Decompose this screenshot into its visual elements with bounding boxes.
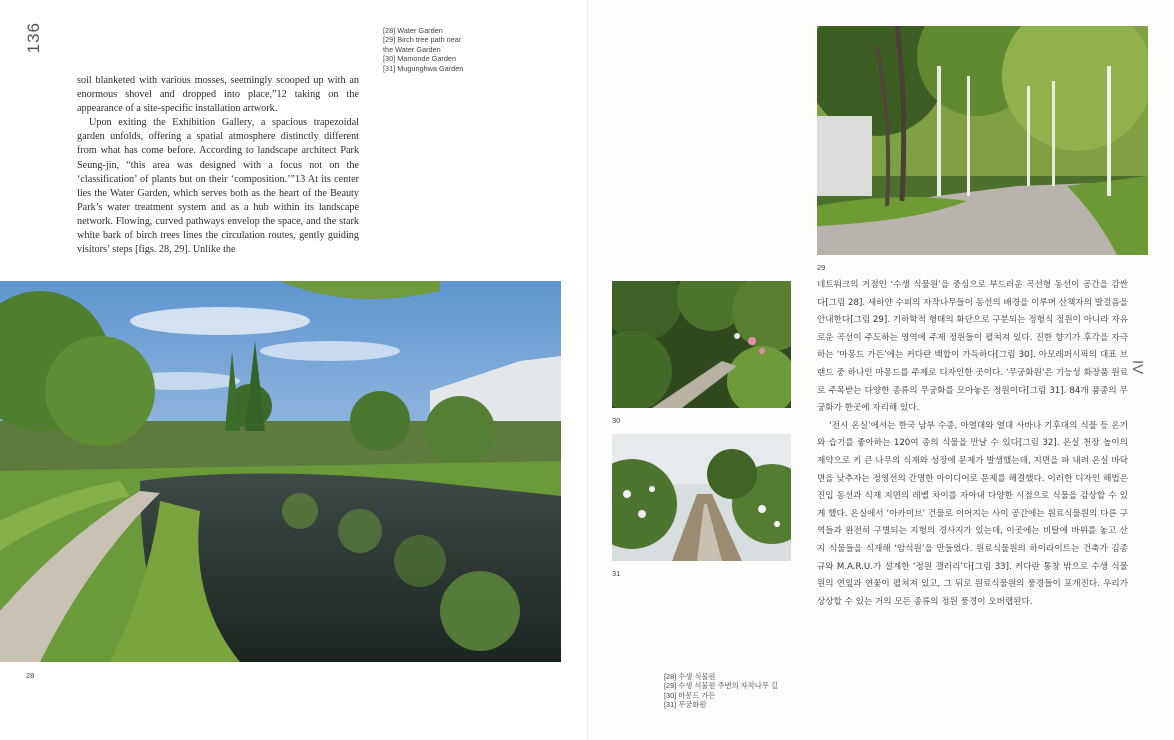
figure-label: 30 xyxy=(612,416,621,425)
caption-item: [28] Water Garden xyxy=(383,26,443,35)
section-mark: IV xyxy=(1129,360,1146,375)
caption-item: [31] Mugunghwa Garden xyxy=(383,63,464,73)
caption-item: [29] Birch tree path near xyxy=(383,35,462,45)
water-garden-photo xyxy=(0,281,561,662)
paragraph: ‘전시 온실’에서는 한국 남부 수종, 아열대와 열대 사바나 기후대의 식물 등 온기와 습기를 좋아하는 120여 종의 식물을 만날 수 있다[그림 32]. 온실 천장 높이의 제약으로 키 큰 나무의 식재와 성장에 문제가 발생했는데, 지면을 파 내려 온실 바닥 면을 낮추자는 정영선의 간명한 아이디어로 문제를 해결했다. 이러한 디자인 해법은 진입 동선과 식재 지면의 레벨 차이를 자아내 다양한 시점으로 식물을 감상할 수 있게 했다. 온실에서 ‘아카이브’ 건물로 이어지는 사이 공간에는 원료식물원의 다른 구역들과 완전히 구별되는 지형의 경사지가 있는데, 이곳에는 비탈에 바위를 놓고 산지 식물들을 식재해 ‘암석원’을 만들었다. 원료식물원의 하이라이트는 건축가 김종규와 M.A.R.U.가 설계한 ‘정원 갤러리’다[그림 33]. 커다란 통창 밖으로 수생 식물원의 연잎과 연꽃이 펼쳐져 있고, 그 뒤로 원료식물원의 풍경들이 포개진다. 우리가 상상할 수 있는 거의 모든 종류의 정원 풍경이 오버랩된다. xyxy=(817,420,1128,607)
caption-item: [29] 수생 식물원 주변의 자작나무 길 xyxy=(664,681,778,691)
figure-label: 31 xyxy=(612,569,621,578)
caption-item: the Water Garden xyxy=(383,44,441,54)
caption-item: [28] 수생 식물원 xyxy=(664,672,716,681)
figure-label: 28 xyxy=(26,671,35,680)
caption-item: [30] Mamonde Garden xyxy=(383,54,457,64)
caption-list-en xyxy=(383,26,463,73)
caption-item: [30] 마몽드 가든 xyxy=(664,690,716,700)
paragraph: Upon exiting the Exhibition Gallery, a spacious trapezoidal garden unfolds, offering a spatial atmosphere distinctly different from what has come before. According to landscape architect Park Seung-jin, “this area was designed with a focus not on the ‘classification’ of plants but on their ‘composition.’”13 At its center lies the Water Garden, which serves both as the heart of the Beauty Park’s water treatment system and as a hub within its landscape network. Flowing, curved pathways envelop the space, and the stark white bark of birch trees lines the circulation routes, gently guiding visitors’ steps [figs. 28, 29]. Unlike the xyxy=(77,117,359,256)
page-number: 136 xyxy=(24,22,43,54)
mugunghwa-garden-photo xyxy=(612,434,791,561)
body-text-en xyxy=(77,74,359,257)
caption-list-ko xyxy=(664,672,778,710)
paragraph: soil blanketed with various mosses, seemingly scooped up with an enormous shovel and dropped into place,”12 taking on the appearance of a site-specific installation artwork. xyxy=(77,75,359,115)
mamonde-garden-photo xyxy=(612,281,791,408)
birch-path-photo xyxy=(817,26,1148,255)
paragraph: 네트워크의 거점인 ‘수생 식물원’을 중심으로 부드러운 곡선형 동선이 공간을 감싼다[그림 28]. 새하얀 수피의 자작나무들이 동선의 배경을 이루며 산책자의 발걸음을 안내한다[그림 29]. 기하학적 형태의 화단으로 구분되는 정형식 정원이 아니라 자유로운 곡선이 주도하는 영역에 주제 정원들이 펼쳐져 있다. 진한 향기가 후각을 자극하는 ‘마몽드 가든’에는 커다란 백합이 가득하다[그림 30]. 아모레퍼시픽의 대표 브랜드 중 하나인 마몽드를 주제로 디자인한 곳이다. ‘무궁화원’은 기능성 화장품 원료로 주목받는 다양한 종류의 무궁화를 모아놓은 정원이다[그림 31]. 84개 품종의 무궁화가 한곳에 자리해 있다. xyxy=(817,280,1128,414)
caption-item: [31] 무궁화원 xyxy=(664,700,707,710)
figure-label: 29 xyxy=(817,263,826,272)
body-text-ko xyxy=(817,277,1128,611)
